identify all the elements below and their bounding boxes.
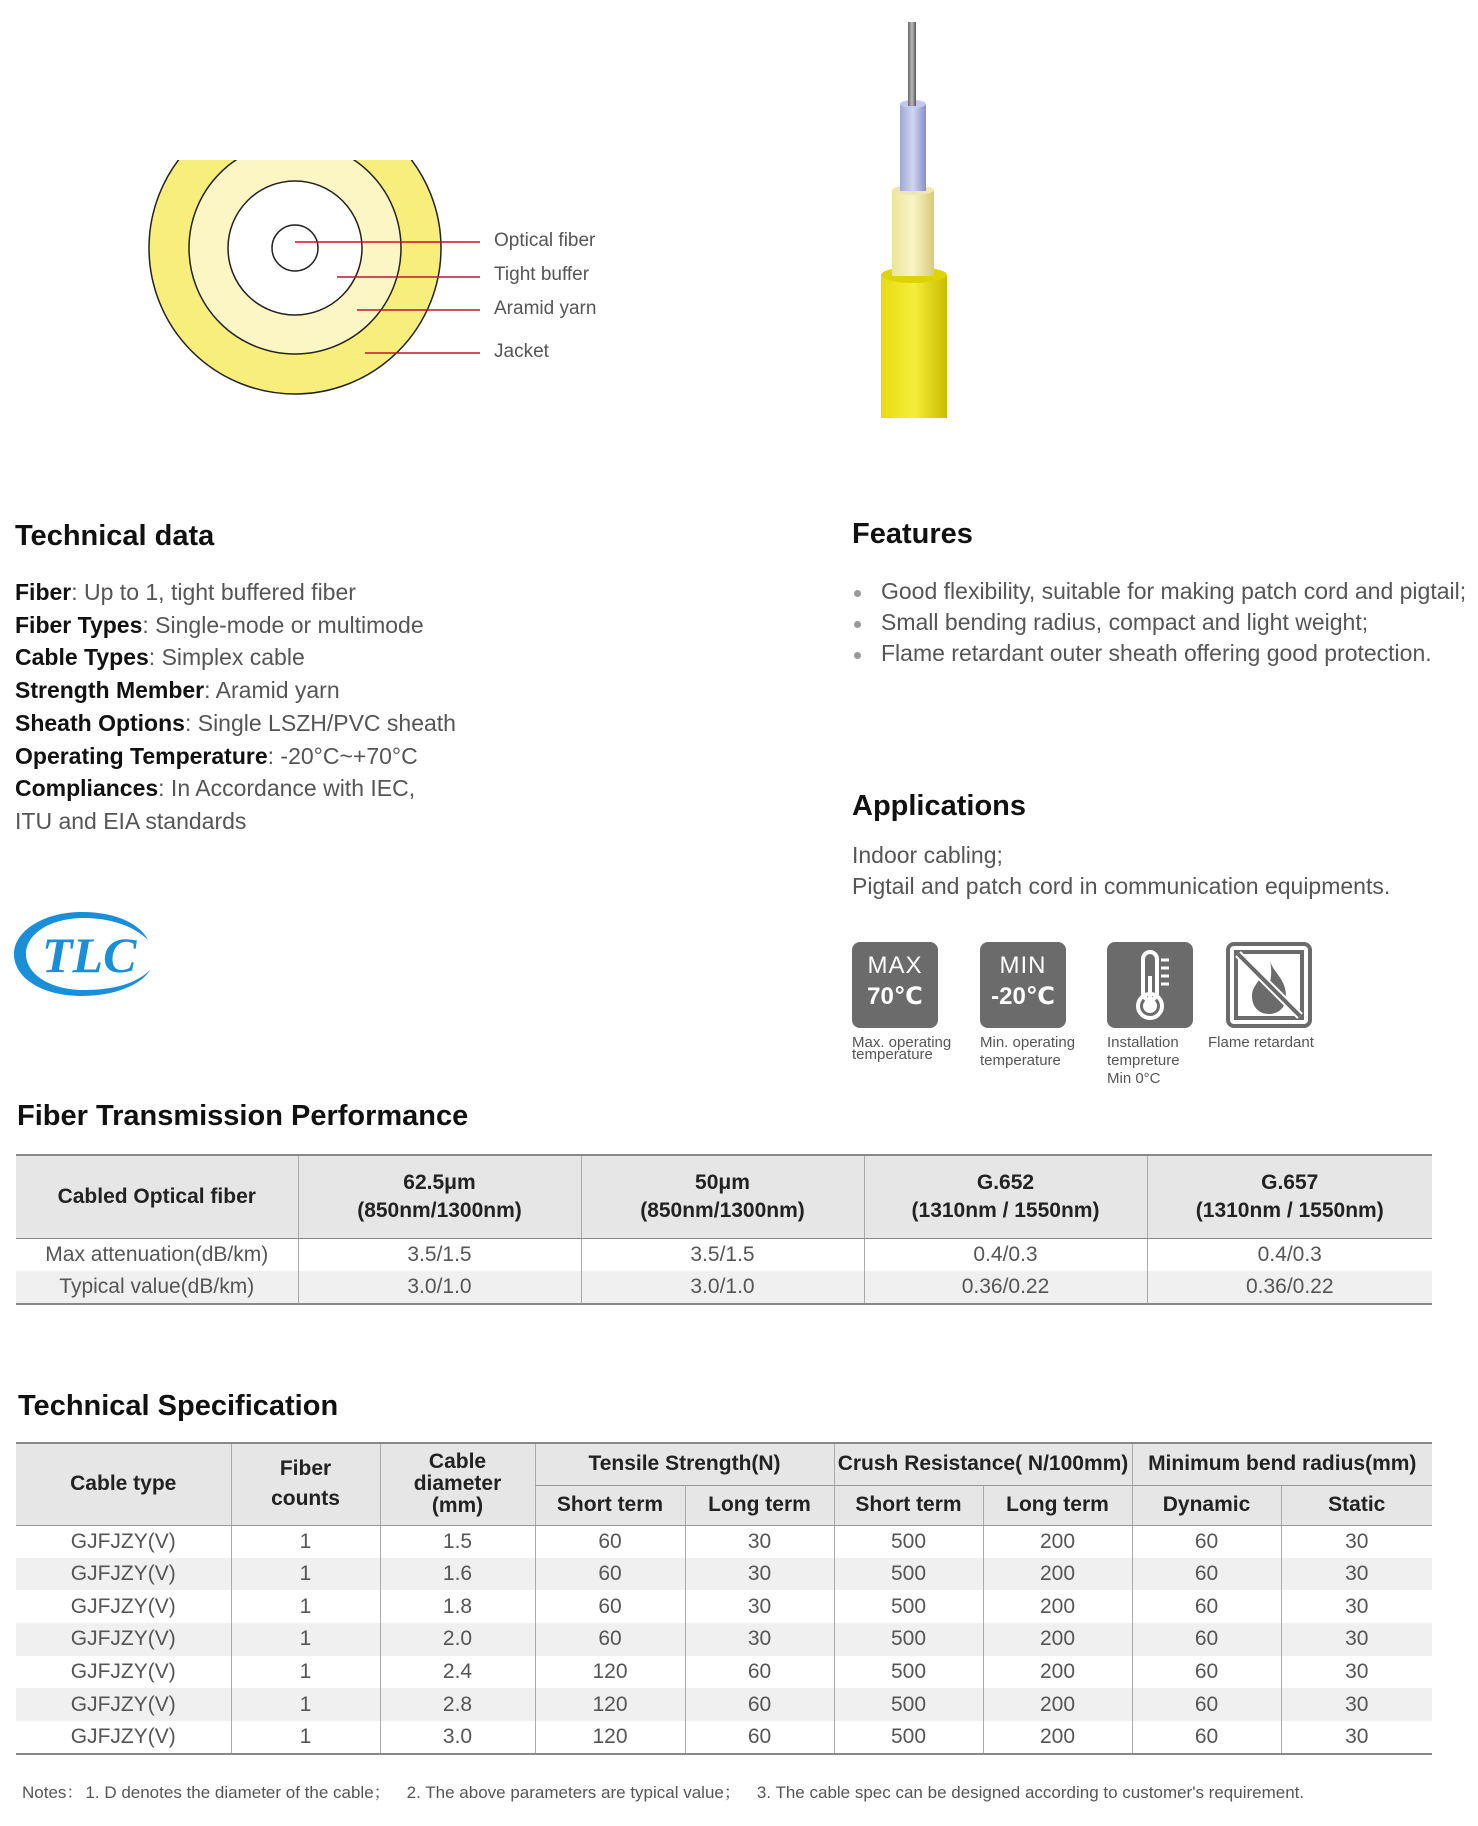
table-cell: 30 [1281, 1721, 1432, 1754]
table-cell: 200 [983, 1688, 1132, 1721]
table-cell: 200 [983, 1590, 1132, 1623]
label-tight-buffer: Tight buffer [494, 264, 590, 285]
table-cell: 1.6 [380, 1558, 535, 1591]
table-cell: 60 [685, 1656, 834, 1689]
tech-row-fiber: Fiber: Up to 1, tight buffered fiber [15, 579, 356, 605]
table-cell: 30 [685, 1590, 834, 1623]
table-cell: 60 [1132, 1558, 1281, 1591]
table-row: Max attenuation(dB/km) 3.5/1.5 3.5/1.5 0.4/0.3 0.4/0.3 [16, 1238, 1432, 1271]
table-cell: GJFJZY(V) [70, 1594, 176, 1618]
table-cell: 120 [535, 1721, 685, 1754]
header-cabled-optical-fiber: Cabled Optical fiber [16, 1155, 298, 1238]
table-cell: 120 [535, 1656, 685, 1689]
table-cell: 30 [685, 1623, 834, 1656]
table-cell: 500 [834, 1525, 983, 1558]
table-cell: 60 [1132, 1590, 1281, 1623]
table-cell: 30 [685, 1558, 834, 1591]
header-62-5um: 62.5μm (850nm/1300nm) [298, 1155, 581, 1238]
table-cell: GJFJZY(V) [70, 1724, 176, 1748]
table-cell: 1.8 [380, 1590, 535, 1623]
table-cell: 2.0 [380, 1623, 535, 1656]
table-cell: 200 [983, 1558, 1132, 1591]
note-item: 1. D denotes the diameter of the cable； [85, 1783, 391, 1802]
header-cable-type: Cable type [16, 1443, 231, 1525]
spec-header-row-1 [16, 1443, 1432, 1485]
table-cell: 60 [535, 1623, 685, 1656]
specification-table [16, 1442, 1432, 1755]
features-title: Features [852, 518, 973, 550]
table-cell: 60 [1132, 1623, 1281, 1656]
label-aramid-yarn: Aramid yarn [494, 298, 597, 319]
header-min-bend-radius: Minimum bend radius(mm) [1132, 1443, 1432, 1485]
table-row [16, 1558, 1432, 1591]
header-crush-long-term: Long term [983, 1485, 1132, 1525]
header-bend-dynamic: Dynamic [1132, 1485, 1281, 1525]
notes-prefix: Notes： [22, 1783, 84, 1802]
table-cell: 1 [231, 1721, 380, 1754]
tech-row-compliances-cont: ITU and EIA standards [15, 807, 247, 834]
table-cell: 30 [1281, 1558, 1432, 1591]
table-row [16, 1688, 1432, 1721]
table-cell: GJFJZY(V) [16, 1558, 231, 1591]
max-temperature-icon: MAX 70℃ [852, 942, 938, 1028]
table-cell: 200 [983, 1525, 1132, 1558]
feature-item: Flame retardant outer sheath offering good protection. [852, 638, 1472, 669]
header-50um: 50μm (850nm/1300nm) [581, 1155, 864, 1238]
flame-retardant-icon [1226, 942, 1312, 1028]
table-cell: 500 [834, 1590, 983, 1623]
logo-text: TLC [42, 927, 137, 983]
applications-list [852, 840, 1390, 902]
note-item: 3. The cable spec can be designed according to customer's requirement. [756, 1783, 1305, 1802]
max-temperature-caption: Max. operating temperature [852, 1034, 952, 1063]
table-cell: 30 [1281, 1688, 1432, 1721]
label-jacket: Jacket [494, 341, 549, 362]
performance-title: Fiber Transmission Performance [17, 1100, 469, 1132]
header-bend-static: Static [1281, 1485, 1432, 1525]
table-cell: 30 [1281, 1525, 1432, 1558]
tech-row-operating-temperature: Operating Temperature: -20°C~+70°C [15, 742, 418, 769]
header-g657: G.657 (1310nm / 1550nm) [1147, 1155, 1432, 1238]
header-crush-short-term: Short term [834, 1485, 983, 1525]
table-cell: 60 [1132, 1525, 1281, 1558]
technical-data-list [15, 576, 815, 838]
table-cell: 30 [685, 1525, 834, 1558]
table-cell: 60 [1132, 1721, 1281, 1754]
specification-title: Technical Specification [18, 1390, 339, 1422]
table-cell: 500 [834, 1558, 983, 1591]
table-cell: GJFJZY(V) [16, 1688, 231, 1721]
table-cell: GJFJZY(V) [16, 1623, 231, 1656]
applications-title: Applications [852, 790, 1027, 822]
table-cell: 60 [685, 1721, 834, 1754]
table-row [16, 1721, 1432, 1754]
table-cell: 30 [1281, 1623, 1432, 1656]
technical-data-title: Technical data [15, 520, 215, 552]
table-cell: 200 [983, 1656, 1132, 1689]
installation-caption: Installation tempreture Min 0°C [1107, 1034, 1180, 1087]
application-line: Pigtail and patch cord in communication equipments. [852, 873, 1391, 899]
table-cell: 30 [1281, 1590, 1432, 1623]
table-cell: 200 [983, 1623, 1132, 1656]
table-cell: 500 [834, 1656, 983, 1689]
table-cell: 60 [1132, 1688, 1281, 1721]
table-row [16, 1525, 1432, 1558]
table-cell: 3.0 [380, 1721, 535, 1754]
table-cell: 2.8 [380, 1688, 535, 1721]
tech-row-strength-member: Strength Member: Aramid yarn [15, 677, 340, 704]
header-tensile-long-term: Long term [685, 1485, 834, 1525]
header-crush-resistance: Crush Resistance( N/100mm) [834, 1443, 1132, 1485]
table-cell: 1.5 [380, 1525, 535, 1558]
table-cell: 1 [231, 1558, 380, 1591]
note-item: 2. The above parameters are typical value； [406, 1783, 741, 1802]
table-cell: 500 [834, 1721, 983, 1754]
table-cell: 2.4 [380, 1656, 535, 1689]
table-row: Typical value(dB/km) 3.0/1.0 3.0/1.0 0.36/0.22 0.36/0.22 [16, 1271, 1432, 1304]
table-cell: 1 [231, 1688, 380, 1721]
table-cell: 200 [983, 1721, 1132, 1754]
table-cell: 1 [231, 1590, 380, 1623]
table-row [16, 1590, 1432, 1623]
table-cell: GJFJZY(V) [70, 1529, 176, 1553]
table-cell: 60 [535, 1558, 685, 1591]
notes [22, 1778, 1320, 1803]
table-cell: 120 [535, 1688, 685, 1721]
min-temperature-caption: Min. operating temperature [980, 1034, 1076, 1069]
application-line: Indoor cabling; [852, 842, 1003, 868]
header-tensile-strength: Tensile Strength(N) [535, 1443, 834, 1485]
header-g652: G.652 (1310nm / 1550nm) [864, 1155, 1147, 1238]
flame-retardant-caption: Flame retardant [1208, 1034, 1314, 1051]
feature-item: Small bending radius, compact and light weight; [852, 607, 1472, 638]
table-cell: GJFJZY(V) [70, 1660, 176, 1684]
performance-header-row [16, 1155, 1432, 1238]
header-cable-diameter: Cable diameter (mm) [380, 1443, 535, 1525]
cable-side-drawing [870, 20, 970, 420]
table-cell: 60 [535, 1590, 685, 1623]
table-cell: 30 [1281, 1656, 1432, 1689]
table-cell: 60 [535, 1525, 685, 1558]
tech-row-sheath-options: Sheath Options: Single LSZH/PVC sheath [15, 709, 456, 736]
label-optical-fiber: Optical fiber [494, 230, 596, 251]
tech-row-fiber-types: Fiber Types: Single-mode or multimode [15, 611, 424, 638]
min-temperature-icon: MIN -20℃ [980, 942, 1066, 1028]
cable-side-view [870, 20, 970, 420]
table-row [16, 1623, 1432, 1656]
table-cell: 60 [1132, 1656, 1281, 1689]
table-cell: 500 [834, 1623, 983, 1656]
tech-row-compliances: Compliances: In Accordance with IEC, [15, 775, 416, 802]
features-list [852, 576, 1472, 669]
table-cell: 500 [834, 1688, 983, 1721]
cable-cross-section-diagram [140, 160, 600, 410]
table-cell: 1 [231, 1656, 380, 1689]
fiber-core [272, 225, 318, 271]
tlc-logo [12, 908, 152, 1000]
header-fiber-counts: Fiber counts [231, 1443, 380, 1525]
feature-item: Good flexibility, suitable for making patch cord and pigtail; [852, 576, 1472, 607]
tech-row-cable-types: Cable Types: Simplex cable [15, 644, 305, 671]
thermometer-icon [1107, 942, 1193, 1028]
table-cell: 1 [231, 1525, 380, 1558]
header-tensile-short-term: Short term [535, 1485, 685, 1525]
table-row [16, 1656, 1432, 1689]
table-cell: 1 [231, 1623, 380, 1656]
table-cell: 60 [685, 1688, 834, 1721]
performance-table [16, 1154, 1432, 1305]
